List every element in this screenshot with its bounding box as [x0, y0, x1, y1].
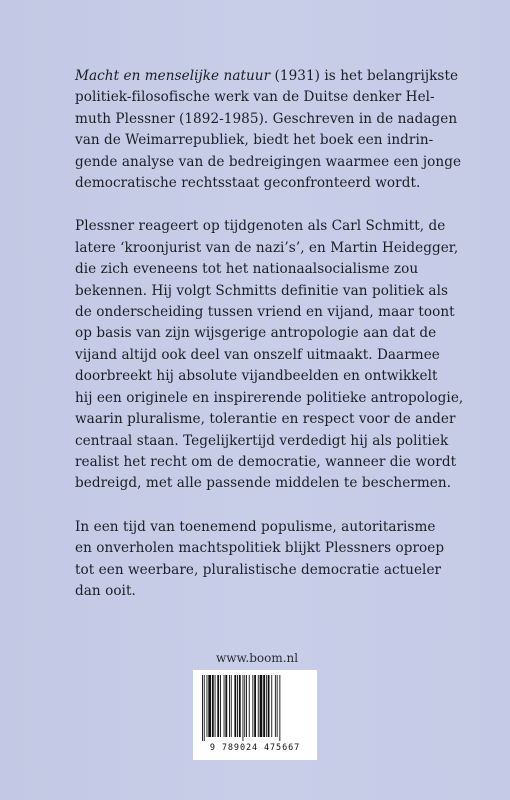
- barcode-bar: [249, 675, 250, 737]
- barcode-bar: [266, 675, 267, 737]
- book-title-italic: Macht en menselijke natuur: [75, 68, 271, 84]
- barcode-bar: [215, 675, 216, 737]
- barcode-bar: [243, 675, 244, 741]
- barcode-bar: [268, 675, 270, 737]
- barcode-bar: [239, 675, 241, 737]
- barcode-bar: [277, 675, 278, 737]
- blurb-paragraph-1: [75, 66, 480, 194]
- barcode-bars: [201, 675, 309, 741]
- barcode-bar: [252, 675, 253, 737]
- barcode-bar: [212, 675, 214, 737]
- barcode-bar: [202, 675, 203, 741]
- barcode: [193, 670, 317, 760]
- blurb-paragraph-2: Plessner reageert op tijdgenoten als Carl Schmitt, de latere ‘kroonjurist van de nazi’s’, en Martin Heidegger, die zich eveneens tot het nationaalsocialisme zou bekennen. Hij volgt Schmitts definitie van politiek als de onderscheiding tussen vriend en vijand, maar toont op basis van zijn wijsgerige antropologie aan dat de vijand altijd ook deel van onszelf uitmaakt. Daarmee doorbreekt hij absolute vijandbeelden en ontwikkelt hij een originele en inspirerende politieke antropologie, waarin pluralisme, tolerantie en respect voor de ander centraal staan. Tegelijkertijd verdedigt hij als politiek realist het recht om de democratie, wanneer die wordt bedreigd, met alle passende middelen te beschermen.: [75, 218, 464, 492]
- barcode-bar: [231, 675, 232, 737]
- barcode-bar: [204, 675, 205, 741]
- barcode-bar: [208, 675, 211, 737]
- barcode-bar: [260, 675, 263, 737]
- barcode-bar: [271, 675, 272, 737]
- publisher-url: www.boom.nl: [216, 651, 299, 665]
- barcode-bar: [207, 675, 208, 737]
- barcode-bar: [279, 675, 280, 741]
- blurb-text: [75, 66, 480, 624]
- barcode-bar: [229, 675, 230, 737]
- barcode-bar: [220, 675, 221, 737]
- barcode-bar: [234, 675, 236, 737]
- barcode-bar: [246, 675, 247, 737]
- barcode-bar: [217, 675, 219, 737]
- paragraph-1-text: (1931) is het belangrijkste politiek-filosofische werk van de Duitse denker Hel- muth Plessner (1892-1985). Geschreven in de nadagen van de Weimarrepubliek, biedt het boek een indrin- gende analyse van de bedreigingen waarmee een jonge democratische rechtsstaat geconfronteerd wordt.: [75, 68, 462, 192]
- barcode-bar: [258, 675, 259, 737]
- barcode-bar: [254, 675, 256, 737]
- barcode-bar: [224, 675, 225, 737]
- blurb-paragraph-3: In een tijd van toenemend populisme, autoritarisme en onverholen machtspolitiek blijkt Plessners oproep tot een weerbare, pluralistische democratie actueler dan ooit.: [75, 518, 445, 599]
- barcode-bar: [237, 675, 238, 737]
- barcode-bar: [225, 675, 227, 737]
- isbn-number: 9 789024 475667: [209, 743, 301, 753]
- barcode-bar: [263, 675, 265, 737]
- barcode-bar: [275, 675, 276, 737]
- barcode-bar: [244, 675, 245, 737]
